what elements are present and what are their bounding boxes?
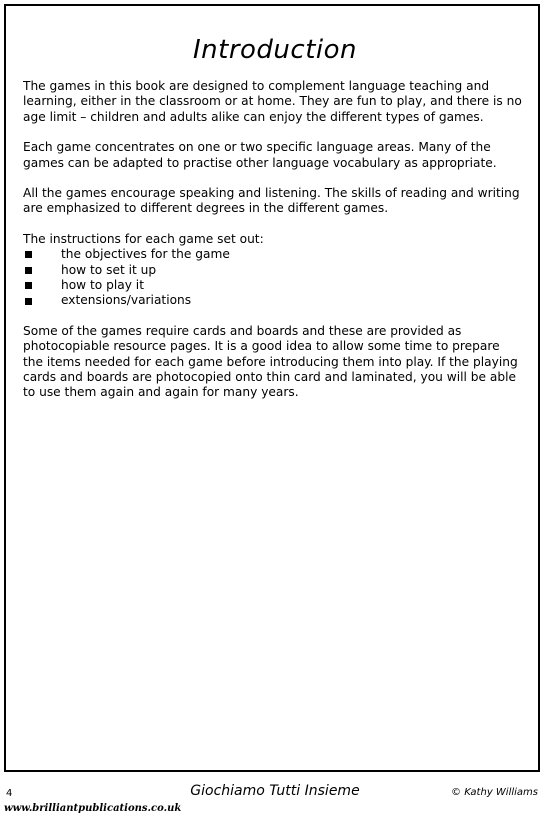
list-item [23,278,523,293]
instructions-list [23,247,523,309]
list-item [23,247,523,262]
page-number: 4 [6,788,13,799]
list-item [23,293,523,308]
square-bullet-icon [25,251,32,258]
publisher-website: www.brilliantpublications.co.uk [4,803,182,814]
intro-paragraph: The games in this book are designed to complement language teaching and learning, either in the classroom or at home. They are fun to play, and there is no age limit – children and adults alike can enjoy the different types of games. [23,79,522,124]
square-bullet-icon [25,282,32,289]
square-bullet-icon [25,267,32,274]
list-item-text: extensions/variations [61,293,192,308]
list-item-text: how to play it [61,278,144,293]
language-areas-paragraph: Each game concentrates on one or two specific language areas. Many of the games can be adapted to practise other language vocabulary as appropriate. [23,140,497,170]
list-item-text: the objectives for the game [61,247,230,262]
skills-paragraph: All the games encourage speaking and listening. The skills of reading and writing are emphasized to different degrees in the different games. [23,186,520,216]
resources-paragraph: Some of the games require cards and boards and these are provided as photocopiable resource pages. It is a good idea to allow some time to prepare the items needed for each game before introducing them into play. If the playing cards and boards are photocopied onto thin card and laminated, you will be able to use them again and again for many years. [23,323,518,400]
instructions-intro: The instructions for each game set out: [23,231,264,246]
square-bullet-icon [25,298,32,305]
list-item-text: how to set it up [61,262,157,277]
page-content [23,79,523,416]
list-item [23,263,523,278]
book-title: Giochiamo Tutti Insieme [190,783,360,799]
copyright-notice: © Kathy Williams [451,787,538,798]
page-title: Introduction [192,35,358,66]
